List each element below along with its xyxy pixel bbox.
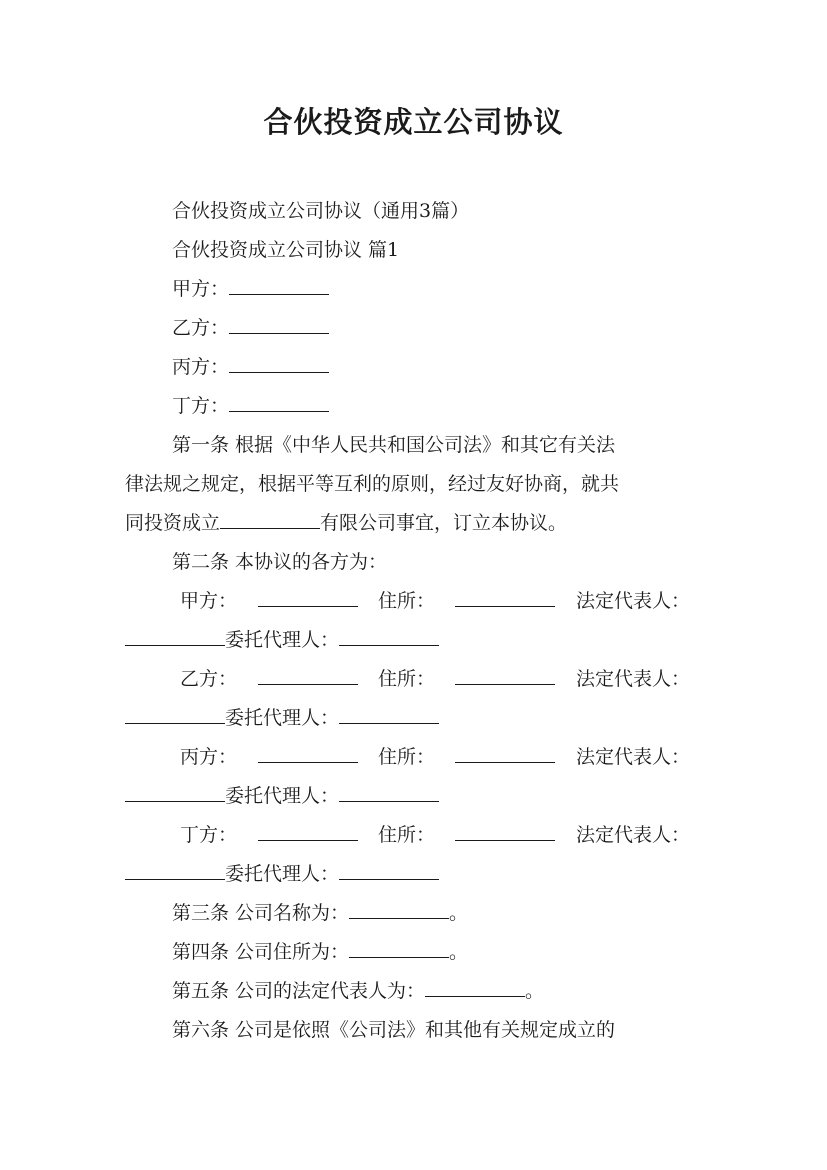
article3-end: 。 xyxy=(449,902,469,924)
fill-blank xyxy=(339,783,439,802)
subtitle: 合伙投资成立公司协议（通用3篇） xyxy=(172,200,470,222)
article4-text: 第四条 公司住所为： xyxy=(172,941,350,963)
agent-label: 委托代理人： xyxy=(225,785,340,807)
article5-line xyxy=(172,978,544,1004)
fill-blank xyxy=(258,744,358,763)
fill-blank xyxy=(339,627,439,646)
party-line-d xyxy=(172,393,329,419)
rep-label: 法定代表人： xyxy=(575,824,690,846)
address-label: 住所： xyxy=(377,590,435,612)
party-label: 乙方： xyxy=(172,317,230,339)
party-label: 乙方： xyxy=(180,668,238,690)
agent-row-d xyxy=(125,861,439,887)
party-label: 丙方： xyxy=(172,356,230,378)
fill-blank xyxy=(220,510,320,529)
document-title: 合伙投资成立公司协议 xyxy=(263,105,564,139)
article5-end: 。 xyxy=(525,980,545,1002)
fill-blank xyxy=(125,783,225,802)
fill-blank xyxy=(258,822,358,841)
address-label: 住所： xyxy=(377,824,435,846)
agent-label: 委托代理人： xyxy=(225,707,340,729)
article3-text: 第三条 公司名称为： xyxy=(172,902,350,924)
party-row-a xyxy=(180,588,690,614)
party-row-d xyxy=(180,822,690,848)
fill-blank xyxy=(349,900,449,919)
fill-blank xyxy=(125,705,225,724)
party-row-c xyxy=(180,744,690,770)
article4-end: 。 xyxy=(449,941,469,963)
party-label: 丙方： xyxy=(180,746,238,768)
article2-heading: 第二条 本协议的各方为： xyxy=(172,551,388,573)
agent-row-a xyxy=(125,627,439,653)
fill-blank xyxy=(455,588,555,607)
rep-label: 法定代表人： xyxy=(575,668,690,690)
fill-blank xyxy=(229,276,329,295)
fill-blank xyxy=(229,354,329,373)
agent-label: 委托代理人： xyxy=(225,863,340,885)
article4-line xyxy=(172,939,468,965)
article1-line1: 第一条 根据《中华人民共和国公司法》和其它有关法 xyxy=(172,434,616,456)
fill-blank xyxy=(339,705,439,724)
fill-blank xyxy=(229,315,329,334)
agent-row-c xyxy=(125,783,439,809)
address-label: 住所： xyxy=(377,668,435,690)
rep-label: 法定代表人： xyxy=(575,590,690,612)
article6-line1: 第六条 公司是依照《公司法》和其他有关规定成立的 xyxy=(172,1019,616,1041)
section-heading: 合伙投资成立公司协议 篇1 xyxy=(172,239,400,261)
fill-blank xyxy=(455,744,555,763)
fill-blank xyxy=(125,861,225,880)
fill-blank xyxy=(258,588,358,607)
fill-blank xyxy=(455,666,555,685)
fill-blank xyxy=(229,393,329,412)
party-line-b xyxy=(172,315,329,341)
article1-line3-pre: 同投资成立 xyxy=(125,512,221,534)
party-label: 丁方： xyxy=(180,824,238,846)
agent-row-b xyxy=(125,705,439,731)
article1-line3-post: 有限公司事宜，订立本协议。 xyxy=(320,512,568,534)
article3-line xyxy=(172,900,468,926)
party-row-b xyxy=(180,666,690,692)
party-line-a xyxy=(172,276,329,302)
party-label: 甲方： xyxy=(172,278,230,300)
party-line-c xyxy=(172,354,329,380)
address-label: 住所： xyxy=(377,746,435,768)
fill-blank xyxy=(258,666,358,685)
party-label: 丁方： xyxy=(172,395,230,417)
fill-blank xyxy=(425,978,525,997)
fill-blank xyxy=(455,822,555,841)
article1-line2: 律法规之规定，根据平等互利的原则，经过友好协商，就共 xyxy=(125,473,620,495)
fill-blank xyxy=(349,939,449,958)
fill-blank xyxy=(125,627,225,646)
rep-label: 法定代表人： xyxy=(575,746,690,768)
article1-line3 xyxy=(125,510,567,536)
agent-label: 委托代理人： xyxy=(225,629,340,651)
party-label: 甲方： xyxy=(180,590,238,612)
article5-text: 第五条 公司的法定代表人为： xyxy=(172,980,426,1002)
fill-blank xyxy=(339,861,439,880)
